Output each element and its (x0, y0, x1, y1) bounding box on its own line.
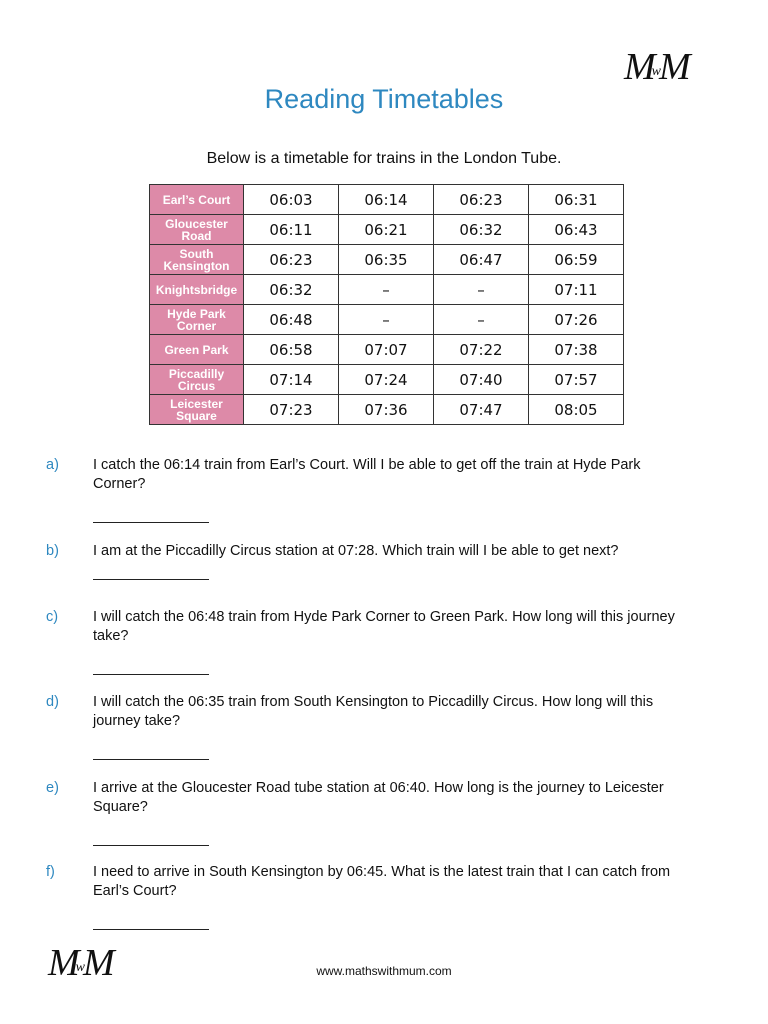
question-text (93, 863, 723, 901)
time-cell: 07:23 (244, 395, 339, 425)
page-subtitle: Below is a timetable for trains in the London Tube. (206, 150, 562, 167)
time-cell: – (339, 305, 434, 335)
time-cell: 08:05 (529, 395, 624, 425)
time-cell: 06:32 (244, 275, 339, 305)
timetable (149, 184, 624, 425)
time-cell: 06:03 (244, 185, 339, 215)
time-cell: 06:47 (434, 245, 529, 275)
timetable-row (150, 365, 624, 395)
question-text (93, 542, 723, 561)
timetable-row (150, 215, 624, 245)
answer-line[interactable] (93, 579, 209, 580)
timetable-row (150, 305, 624, 335)
timetable-row (150, 395, 624, 425)
answer-line[interactable] (93, 522, 209, 523)
time-cell: 06:23 (244, 245, 339, 275)
time-cell: 06:14 (339, 185, 434, 215)
station-name-line: Piccadilly (168, 366, 225, 381)
footer-url: www.mathswithmum.com (316, 964, 452, 978)
time-cell: 07:26 (529, 305, 624, 335)
timetable-row (150, 275, 624, 305)
time-cell: 07:07 (339, 335, 434, 365)
question-text-line: I need to arrive in South Kensington by 06:45. What is the latest train that I can catch from (93, 864, 671, 880)
station-name-cell (150, 185, 244, 215)
logo-bottom: MwM (48, 942, 113, 984)
station-name-cell (150, 215, 244, 245)
time-cell: – (434, 305, 529, 335)
time-cell: 06:59 (529, 245, 624, 275)
time-cell: 07:57 (529, 365, 624, 395)
station-name-cell (150, 365, 244, 395)
station-name-cell (150, 335, 244, 365)
time-cell: 06:43 (529, 215, 624, 245)
station-name-line: Square (176, 408, 217, 423)
question-text (93, 608, 723, 646)
time-cell: 06:58 (244, 335, 339, 365)
question-text-line: I catch the 06:14 train from Earl’s Court. Will I be able to get off the train at Hyde Park (93, 457, 641, 473)
question-letter: f) (46, 864, 55, 880)
time-cell: – (339, 275, 434, 305)
time-cell: 07:22 (434, 335, 529, 365)
station-name-line: Knightsbridge (155, 282, 238, 297)
station-name-line: Green Park (164, 342, 229, 357)
question-text (93, 779, 723, 817)
time-cell: 06:32 (434, 215, 529, 245)
time-cell: 07:11 (529, 275, 624, 305)
question-text-line: I will catch the 06:48 train from Hyde Park Corner to Green Park. How long will this journey (93, 609, 675, 625)
station-name-line: Earl’s Court (162, 192, 231, 207)
time-cell: 07:36 (339, 395, 434, 425)
logo-top: MwM (624, 46, 689, 88)
question-text-line: I am at the Piccadilly Circus station at 07:28. Which train will I be able to get next? (93, 543, 619, 559)
time-cell: 06:11 (244, 215, 339, 245)
time-cell: 06:48 (244, 305, 339, 335)
station-name-line: Corner (176, 318, 217, 333)
question-text-line: take? (93, 628, 129, 644)
page-title: Reading Timetables (264, 84, 504, 114)
question-text-line: Earl’s Court? (93, 883, 177, 899)
station-name-cell (150, 275, 244, 305)
question-letter: b) (46, 543, 59, 559)
station-name-line: South (179, 246, 214, 261)
time-cell: 06:21 (339, 215, 434, 245)
answer-line[interactable] (93, 845, 209, 846)
time-cell: 07:40 (434, 365, 529, 395)
station-name-line: Leicester (170, 396, 223, 411)
station-name-line: Hyde Park (167, 306, 226, 321)
timetable-row (150, 245, 624, 275)
question-text (93, 693, 723, 731)
question-text-line: Corner? (93, 476, 146, 492)
station-name-line: Kensington (163, 258, 230, 273)
time-cell: 07:14 (244, 365, 339, 395)
station-name-cell (150, 395, 244, 425)
answer-line[interactable] (93, 674, 209, 675)
timetable-row (150, 185, 624, 215)
time-cell: 06:31 (529, 185, 624, 215)
question-text-line: I arrive at the Gloucester Road tube station at 06:40. How long is the journey to Leicester (93, 780, 664, 796)
time-cell: – (434, 275, 529, 305)
time-cell: 07:24 (339, 365, 434, 395)
station-name-line: Gloucester (165, 216, 228, 231)
time-cell: 06:35 (339, 245, 434, 275)
question-letter: c) (46, 609, 59, 625)
question-text-line: Square? (93, 799, 148, 815)
time-cell: 07:38 (529, 335, 624, 365)
station-name-cell (150, 305, 244, 335)
time-cell: 06:23 (434, 185, 529, 215)
question-letter: d) (46, 694, 59, 710)
question-text-line: I will catch the 06:35 train from South Kensington to Piccadilly Circus. How long will this (93, 694, 654, 710)
station-name-line: Circus (177, 378, 216, 393)
answer-line[interactable] (93, 759, 209, 760)
answer-line[interactable] (93, 929, 209, 930)
station-name-cell (150, 245, 244, 275)
time-cell: 07:47 (434, 395, 529, 425)
question-text (93, 456, 723, 494)
timetable-row (150, 335, 624, 365)
question-letter: e) (46, 780, 59, 796)
question-letter: a) (46, 457, 59, 473)
station-name-line: Road (181, 228, 212, 243)
question-text-line: journey take? (93, 713, 181, 729)
